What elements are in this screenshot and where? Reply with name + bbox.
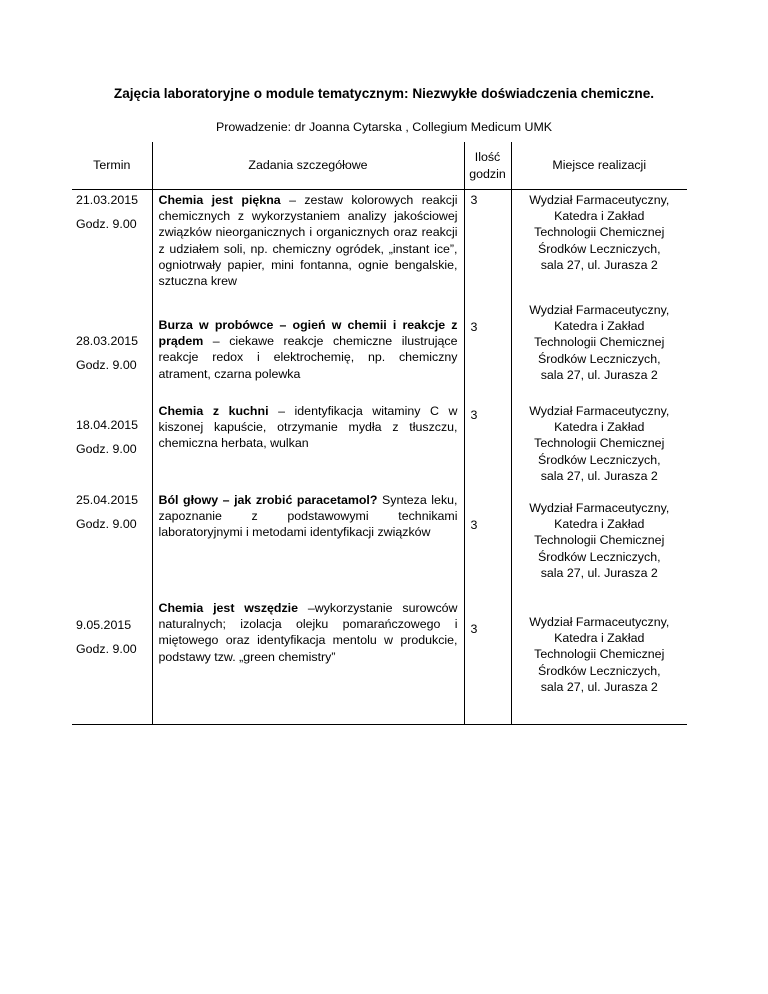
row-date: 18.04.2015	[76, 418, 139, 432]
row-place	[511, 302, 687, 395]
table-row	[72, 594, 687, 725]
place-line: Środków Leczniczych,	[537, 452, 661, 467]
row-time: Godz. 9.00	[76, 517, 137, 532]
place-line: Środków Leczniczych,	[537, 549, 661, 564]
row-task-text: Synteza leku, zapoznanie z podstawowymi technikami laboratoryjnymi i metodami identyfikacji związków	[158, 493, 458, 540]
place-line: Wydział Farmaceutyczny,	[529, 501, 670, 515]
row-time: Godz. 9.00	[76, 358, 137, 373]
row-task-text: – zestaw kolorowych reakcji chemicznych z wykorzystaniem analizy jakościowej związków nieorganicznych i organicznych oraz reakcji z udziałem soli, np. chemiczny ogródek, „instant ice”, ogniotrwały papier, mini fontanna, ognie bengalskie, sztuczna krew	[158, 193, 458, 289]
row-place	[511, 395, 687, 485]
place-line: Wydział Farmaceutyczny,	[529, 404, 670, 418]
row-date: 9.05.2015	[76, 618, 132, 632]
table-row	[72, 485, 687, 594]
row-date-cell	[72, 302, 152, 395]
table-row	[72, 190, 687, 303]
place-line: Katedra i Zakład	[554, 319, 645, 334]
place-line: Technologii Chemicznej	[534, 225, 665, 240]
place-line: Katedra i Zakład	[554, 209, 645, 224]
place-line: Technologii Chemicznej	[534, 647, 665, 662]
table-header-row	[72, 142, 687, 190]
row-task-title: Burza w probówce – ogień w chemii i reakcje z prądem	[158, 318, 458, 349]
place-line: sala 27, ul. Jurasza 2	[540, 565, 658, 580]
row-task-cell	[152, 485, 464, 594]
row-task-text: – ciekawe reakcje chemiczne ilustrujące reakcje redox i elektrochemię, np. chemiczny atrament, czarna polewka	[158, 334, 458, 381]
place-line: Katedra i Zakład	[554, 420, 645, 435]
row-task-cell	[152, 302, 464, 395]
row-date-cell	[72, 485, 152, 594]
place-line: Środków Leczniczych,	[537, 663, 661, 678]
row-hours: 3	[464, 302, 511, 395]
place-line: Wydział Farmaceutyczny,	[529, 303, 670, 317]
place-line: sala 27, ul. Jurasza 2	[540, 367, 658, 382]
row-date: 25.04.2015	[76, 493, 139, 507]
row-hours: 3	[464, 190, 511, 303]
row-place	[511, 485, 687, 594]
place-line: Środków Leczniczych,	[537, 241, 661, 256]
header-zadania: Zadania szczegółowe	[152, 142, 464, 190]
row-hours: 3	[464, 395, 511, 485]
place-line: Technologii Chemicznej	[534, 436, 665, 451]
schedule-table	[72, 142, 687, 725]
row-place	[511, 594, 687, 725]
row-date: 21.03.2015	[76, 193, 139, 207]
row-task-title: Chemia z kuchni	[158, 404, 269, 418]
row-date-cell	[72, 594, 152, 725]
row-task-cell	[152, 190, 464, 303]
header-ilosc-line1: Ilość	[474, 150, 501, 165]
document-subtitle: Prowadzenie: dr Joanna Cytarska , Collegium Medicum UMK	[215, 120, 553, 134]
place-line: sala 27, ul. Jurasza 2	[540, 468, 658, 483]
table-row	[72, 395, 687, 485]
row-date-cell	[72, 190, 152, 303]
row-hours: 3	[464, 485, 511, 594]
place-line: Technologii Chemicznej	[534, 533, 665, 548]
row-date-cell	[72, 395, 152, 485]
header-miejsce: Miejsce realizacji	[511, 142, 687, 190]
row-task-cell	[152, 594, 464, 725]
place-line: Wydział Farmaceutyczny,	[529, 193, 670, 207]
row-hours: 3	[464, 594, 511, 725]
row-task-title: Ból głowy – jak zrobić paracetamol?	[158, 493, 378, 507]
place-line: sala 27, ul. Jurasza 2	[540, 679, 658, 694]
place-line: Katedra i Zakład	[554, 517, 645, 532]
row-task-text: – identyfikacja witaminy C w kiszonej kapuście, otrzymanie mydła z tłuszczu, chemiczna herbata, wulkan	[158, 404, 458, 451]
place-line: Katedra i Zakład	[554, 631, 645, 646]
row-time: Godz. 9.00	[76, 442, 137, 457]
header-ilosc-line2: godzin	[469, 166, 506, 181]
row-date: 28.03.2015	[76, 334, 139, 348]
place-line: Środków Leczniczych,	[537, 351, 661, 366]
row-time: Godz. 9.00	[76, 642, 137, 657]
row-task-title: Chemia jest wszędzie	[158, 601, 299, 615]
place-line: sala 27, ul. Jurasza 2	[540, 257, 658, 272]
header-ilosc	[464, 142, 511, 190]
place-line: Technologii Chemicznej	[534, 335, 665, 350]
place-line: Wydział Farmaceutyczny,	[529, 615, 670, 629]
row-task-cell	[152, 395, 464, 485]
header-termin: Termin	[72, 142, 152, 190]
row-time: Godz. 9.00	[76, 217, 137, 232]
row-task-text: –wykorzystanie surowców naturalnych; izolacja olejku pomarańczowego i miętowego oraz identyfikacja mentolu w produkcie, podstawy tzw. „green chemistry”	[158, 601, 458, 664]
row-place	[511, 190, 687, 303]
row-task-title: Chemia jest piękna	[158, 193, 281, 207]
table-row	[72, 302, 687, 395]
document-title: Zajęcia laboratoryjne o module tematycznym: Niezwykłe doświadczenia chemiczne.	[113, 86, 655, 101]
